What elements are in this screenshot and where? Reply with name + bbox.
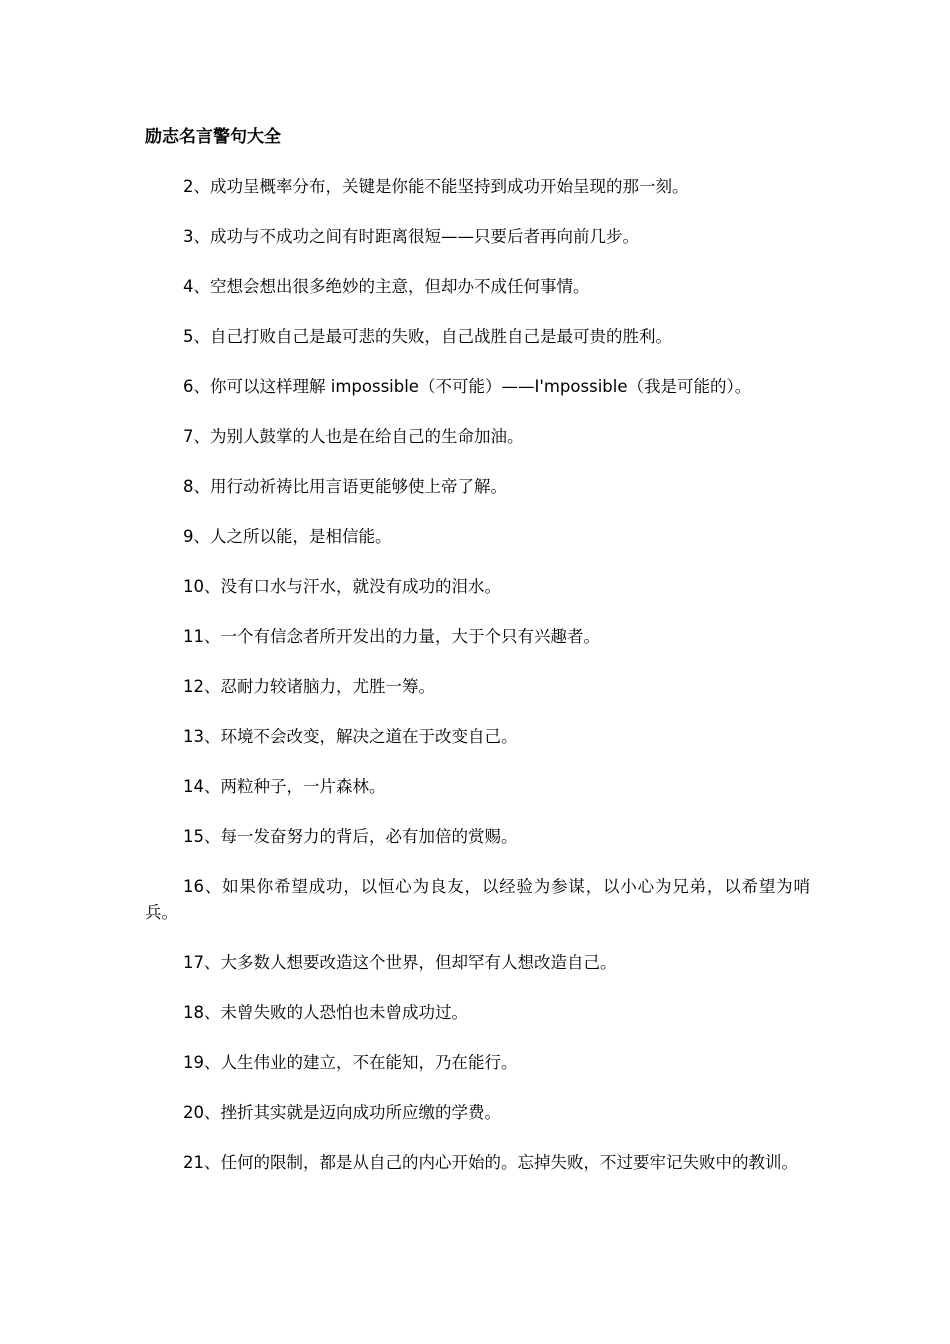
document-page [145, 124, 810, 1200]
quote-item: 19、人生伟业的建立，不在能知，乃在能行。 [183, 1053, 518, 1072]
quote-item: 3、成功与不成功之间有时距离很短——只要后者再向前几步。 [183, 227, 639, 246]
quote-item: 17、大多数人想要改造这个世界，但却罕有人想改造自己。 [183, 953, 617, 972]
quote-item: 4、空想会想出很多绝妙的主意，但却办不成任何事情。 [183, 277, 590, 296]
quote-item: 8、用行动祈祷比用言语更能够使上帝了解。 [183, 477, 507, 496]
quote-item: 20、挫折其实就是迈向成功所应缴的学费。 [183, 1103, 501, 1122]
quote-item: 13、环境不会改变，解决之道在于改变自己。 [183, 727, 518, 746]
quote-list [145, 174, 810, 1176]
quote-item: 15、每一发奋努力的背后，必有加倍的赏赐。 [183, 827, 518, 846]
quote-item: 16、如果你希望成功，以恒心为良友，以经验为参谋，以小心为兄弟，以希望为哨兵。 [145, 877, 810, 922]
quote-item: 18、未曾失败的人恐怕也未曾成功过。 [183, 1003, 468, 1022]
document-title: 励志名言警句大全 [145, 127, 281, 147]
quote-item: 2、成功呈概率分布，关键是你能不能坚持到成功开始呈现的那一刻。 [183, 177, 689, 196]
quote-item: 21、任何的限制，都是从自己的内心开始的。忘掉失败，不过要牢记失败中的教训。 [183, 1153, 798, 1172]
quote-item: 6、你可以这样理解 impossible（不可能）——I'mpossible（我是可能的）。 [183, 377, 752, 396]
quote-item: 7、为别人鼓掌的人也是在给自己的生命加油。 [183, 427, 524, 446]
quote-item: 5、自己打败自己是最可悲的失败，自己战胜自己是最可贵的胜利。 [183, 327, 672, 346]
quote-item: 9、人之所以能，是相信能。 [183, 527, 392, 546]
quote-item: 12、忍耐力较诸脑力，尤胜一筹。 [183, 677, 435, 696]
quote-item: 11、一个有信念者所开发出的力量，大于个只有兴趣者。 [183, 627, 600, 646]
quote-item: 10、没有口水与汗水，就没有成功的泪水。 [183, 577, 501, 596]
quote-item: 14、两粒种子，一片森林。 [183, 777, 386, 796]
